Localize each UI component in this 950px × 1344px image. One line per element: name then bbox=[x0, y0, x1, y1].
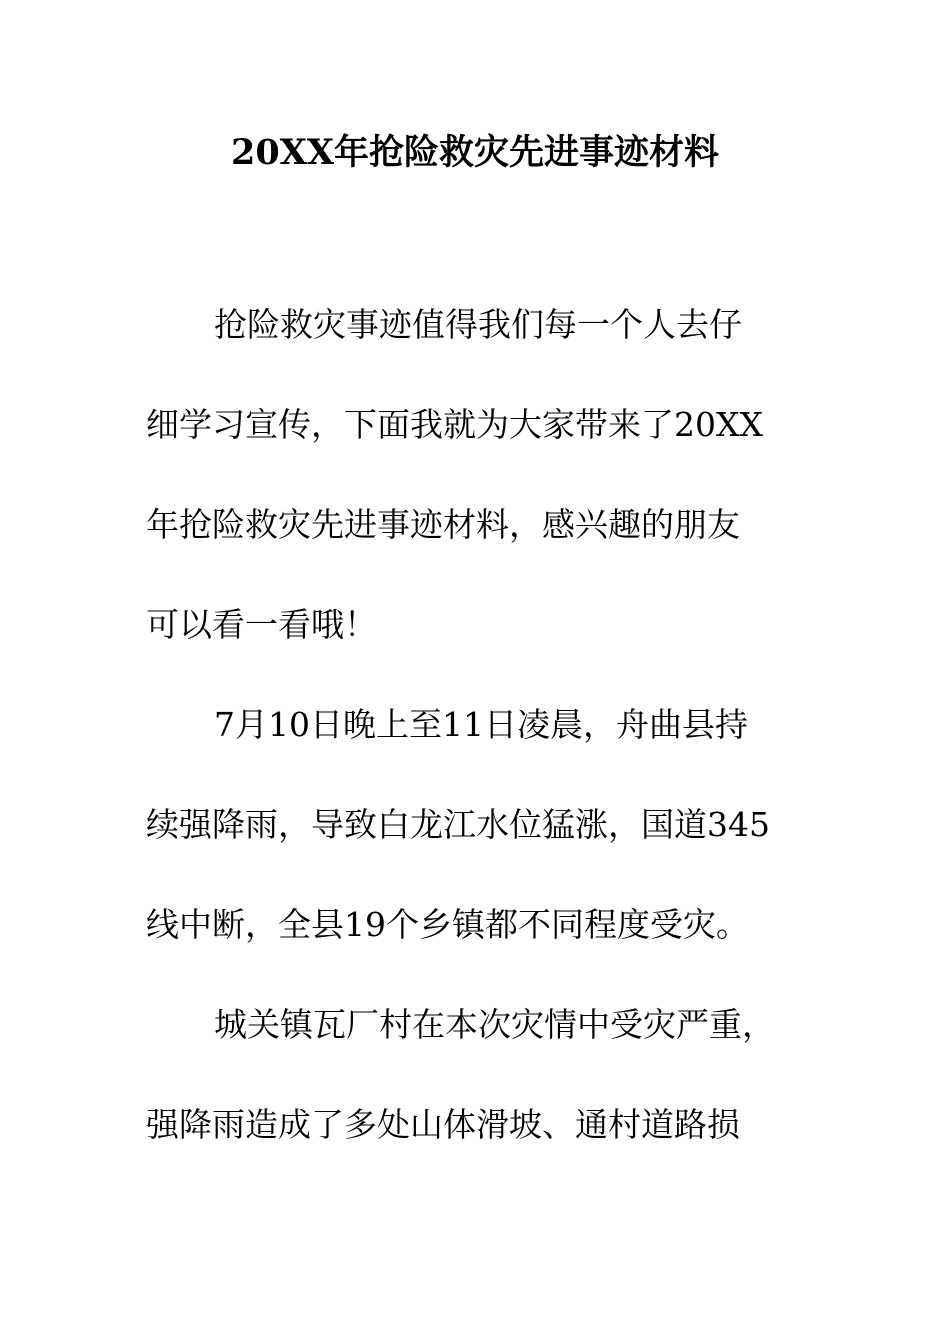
body-line-9: 强降雨造成了多处山体滑坡、通村道路损 bbox=[146, 1105, 740, 1144]
body-line-3: 年抢险救灾先进事迹材料，感兴趣的朋友 bbox=[146, 505, 740, 544]
body-line-1: 抢险救灾事迹值得我们每一个人去仔 bbox=[214, 305, 742, 344]
body-line-4: 可以看一看哦！ bbox=[146, 605, 377, 644]
document-title: 20XX年抢险救灾先进事迹材料 bbox=[230, 132, 720, 173]
body-line-5: 7月10日晚上至11日凌晨，舟曲县持 bbox=[214, 705, 748, 744]
body-line-7: 线中断，全县19个乡镇都不同程度受灾。 bbox=[146, 905, 749, 944]
body-line-6: 续强降雨，导致白龙江水位猛涨，国道345 bbox=[146, 805, 770, 844]
body-line-2: 细学习宣传，下面我就为大家带来了20XX bbox=[146, 405, 763, 444]
body-line-8: 城关镇瓦厂村在本次灾情中受灾严重， bbox=[214, 1005, 775, 1044]
